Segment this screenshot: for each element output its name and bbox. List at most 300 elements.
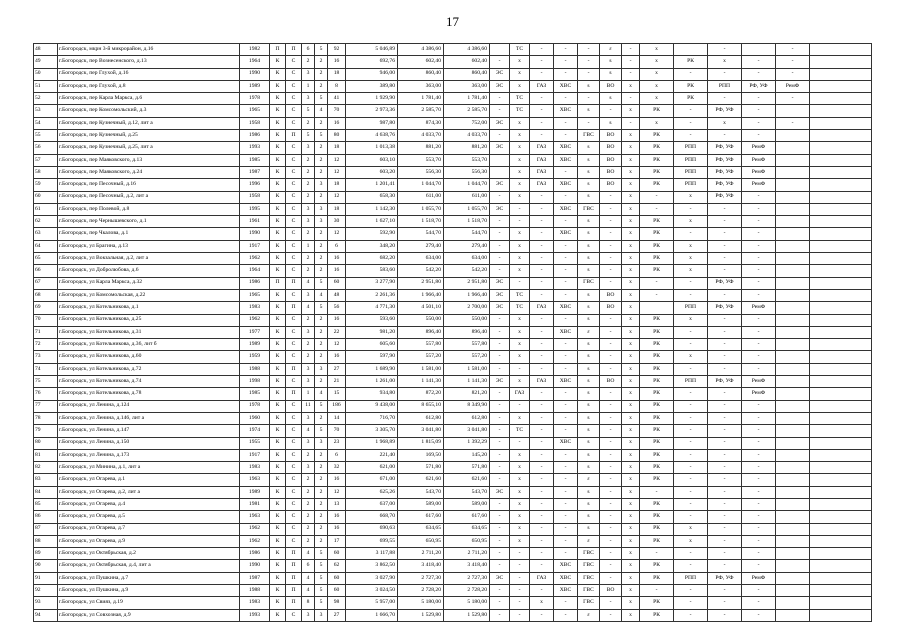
table-cell: ЭС [490,289,510,301]
table-cell [810,498,872,510]
table-cell: К [270,437,286,449]
table-cell: - [674,486,708,498]
table-cell: 603,10 [346,154,398,166]
table-cell: С [286,314,302,326]
table-row [34,93,872,105]
table-cell: 860,40 [444,68,490,80]
table-cell: С [286,535,302,547]
table-cell: 981,20 [346,326,398,338]
table-cell: - [600,412,622,424]
table-cell: ГВС [578,560,600,572]
table-cell: ХВС [554,228,578,240]
table-cell: 603,20 [346,166,398,178]
table-cell: - [708,462,742,474]
table-cell: - [600,474,622,486]
table-cell: - [622,117,640,129]
table-cell: 1962 [240,314,270,326]
table-cell: К [270,535,286,547]
table-cell [810,240,872,252]
table-cell: s [578,105,600,117]
table-cell: 682,20 [346,253,398,265]
table-cell: x [510,474,530,486]
table-cell: 3 418,40 [398,560,444,572]
table-cell: РК [640,105,674,117]
table-cell: - [742,585,776,597]
table-cell: 2 [315,253,328,265]
table-cell: 60 [328,548,346,560]
table-cell: x [510,154,530,166]
table-cell: 16 [328,314,346,326]
table-cell: s [578,400,600,412]
table-row [34,511,872,523]
table-cell: - [600,314,622,326]
table-cell: С [286,228,302,240]
table-cell: 1981 [240,498,270,510]
table-cell: x [622,166,640,178]
address-cell: г.Богородск, ул Котельникова, д.1 [58,302,240,314]
table-cell [810,585,872,597]
table-cell: 5 046,89 [346,44,398,56]
table-row [34,585,872,597]
table-row [34,560,872,572]
table-cell: 699,55 [346,535,398,547]
table-cell: С [286,486,302,498]
address-cell: г.Богородск, пер Чкалова, д.1 [58,228,240,240]
table-cell [810,449,872,461]
table-cell: ХВС [554,302,578,314]
table-cell: 542,20 [444,265,490,277]
table-cell: x [510,179,530,191]
table-cell: ТС [510,93,530,105]
address-cell: г.Богородск, ул Котельникова, д.74 [58,376,240,388]
table-cell [776,412,810,424]
table-cell: 4 386,60 [444,44,490,56]
table-cell: 637,00 [346,498,398,510]
address-cell: г.Богородск, пер Глухой, д.16 [58,68,240,80]
table-cell: x [622,425,640,437]
table-cell: - [554,351,578,363]
table-cell: - [708,228,742,240]
table-cell: - [708,474,742,486]
table-cell: - [490,585,510,597]
table-cell: 625,26 [346,486,398,498]
table-cell: С [286,68,302,80]
table-cell: К [270,376,286,388]
table-cell: ХВС [554,179,578,191]
table-cell: - [554,449,578,461]
table-cell: 2 973,36 [346,105,398,117]
table-cell: 2 [315,523,328,535]
table-cell [810,117,872,129]
table-cell [810,105,872,117]
table-row [34,597,872,609]
table-row [34,44,872,56]
table-row [34,191,872,203]
table-cell: - [530,363,554,375]
table-cell: 1 392,29 [444,437,490,449]
table-cell: x [622,216,640,228]
address-cell: г.Богородск, пер Вознесенского, д.13 [58,56,240,68]
address-cell: г.Богородск, ул Комсомольская, д.22 [58,289,240,301]
table-cell: С [286,400,302,412]
table-cell: С [286,117,302,129]
table-cell: - [776,68,810,80]
table-cell: - [510,400,530,412]
table-cell: - [530,93,554,105]
table-cell: 1 966,40 [398,289,444,301]
table-cell: 72 [34,339,58,351]
table-cell: x [640,68,674,80]
table-row [34,572,872,584]
table-cell: 16 [328,351,346,363]
table-cell: РК [640,265,674,277]
table-cell: - [530,425,554,437]
table-cell: - [600,253,622,265]
table-cell [810,560,872,572]
table-cell: - [708,449,742,461]
table-cell: - [554,93,578,105]
table-cell: 2 727,30 [444,572,490,584]
table-cell: ЭС [490,277,510,289]
table-cell: 1988 [240,363,270,375]
table-cell: x [622,535,640,547]
table-cell: - [622,68,640,80]
table-cell: РФ, УФ [708,376,742,388]
table-cell: - [600,400,622,412]
table-cell: К [270,302,286,314]
table-cell: 2 [315,351,328,363]
table-cell [776,400,810,412]
table-cell: - [530,117,554,129]
table-cell [776,474,810,486]
table-cell [776,511,810,523]
table-cell: - [674,339,708,351]
table-cell: - [600,351,622,363]
table-cell [810,425,872,437]
table-cell: 3 277,90 [346,277,398,289]
table-cell: 2 [302,314,315,326]
table-cell: 1 781,40 [398,93,444,105]
table-cell: 77 [34,400,58,412]
table-cell: x [640,80,674,92]
table-cell: 79 [34,425,58,437]
table-cell: 2 [315,117,328,129]
table-cell: 557,20 [398,351,444,363]
table-cell: - [490,253,510,265]
table-cell [776,253,810,265]
table-cell [810,412,872,424]
table-cell: s [578,302,600,314]
table-cell [810,376,872,388]
table-cell: - [708,265,742,277]
table-cell: - [530,535,554,547]
table-cell: - [742,560,776,572]
table-cell: - [578,44,600,56]
table-cell: 93 [34,597,58,609]
table-cell: 3 [315,437,328,449]
table-cell: - [530,400,554,412]
table-cell: x [510,240,530,252]
table-cell [810,314,872,326]
table-cell: - [742,289,776,301]
table-cell [776,572,810,584]
address-cell: г.Богородск, ул Огарева, д.2, лит а [58,486,240,498]
table-cell [810,265,872,277]
table-cell [776,523,810,535]
table-cell: - [600,240,622,252]
table-cell: РПП [674,376,708,388]
table-cell: 2 [315,462,328,474]
table-cell: - [600,277,622,289]
table-cell: К [270,560,286,572]
table-cell: - [490,339,510,351]
table-cell: x [622,474,640,486]
table-cell: 84 [34,486,58,498]
table-cell: - [742,277,776,289]
table-cell: 2 [302,117,315,129]
table-cell: 2 [315,449,328,461]
table-cell: 3 [302,216,315,228]
table-cell: 94 [34,609,58,621]
table-row [34,105,872,117]
table-cell: - [742,203,776,215]
table-cell: - [708,486,742,498]
table-cell: 1989 [240,486,270,498]
table-cell: - [674,228,708,240]
table-cell: - [742,498,776,510]
table-cell: К [270,117,286,129]
table-cell: - [490,609,510,621]
table-cell: - [578,93,600,105]
table-cell: К [270,412,286,424]
table-cell: - [742,462,776,474]
table-cell: - [708,44,742,56]
table-cell: 3 [302,376,315,388]
table-cell: x [622,412,640,424]
page-number: 17 [446,14,459,29]
table-cell: - [554,166,578,178]
table-cell: РК [640,179,674,191]
table-cell: ВО [600,154,622,166]
table-cell: - [708,240,742,252]
table-cell: 18 [328,68,346,80]
table-cell: П [286,548,302,560]
table-cell: 63 [34,228,58,240]
table-cell [810,388,872,400]
table-cell: - [742,130,776,142]
table-cell: - [674,560,708,572]
table-cell: 8 655,10 [398,400,444,412]
table-cell: 3 024,50 [346,585,398,597]
table-cell: 3 041,80 [444,425,490,437]
table-cell: 583,60 [346,265,398,277]
table-cell: 389,80 [346,80,398,92]
table-cell: К [270,253,286,265]
table-cell: - [490,437,510,449]
table-cell: - [490,130,510,142]
table-row [34,154,872,166]
table-cell: - [742,363,776,375]
table-cell [810,572,872,584]
table-cell: 1986 [240,548,270,560]
table-cell: ГВС [578,203,600,215]
table-cell: - [600,363,622,375]
table-cell: x [674,253,708,265]
table-cell: 6 [328,240,346,252]
table-cell: К [270,388,286,400]
table-cell: 3 041,80 [398,425,444,437]
table-cell: - [708,548,742,560]
table-cell: - [708,498,742,510]
table-cell: x [510,486,530,498]
table-cell: 1 781,40 [444,93,490,105]
table-row [34,609,872,621]
table-cell: С [286,56,302,68]
table-cell: 70 [328,105,346,117]
table-cell: 8 [328,80,346,92]
table-cell: 1990 [240,228,270,240]
table-cell: 658,30 [346,191,398,203]
table-cell: 145,20 [444,449,490,461]
table-cell: - [674,474,708,486]
table-cell: РК [640,240,674,252]
table-cell: ХВС [554,203,578,215]
address-cell: г.Богородск, ул Огарева, д.5 [58,511,240,523]
address-cell: г.Богородск, пер Песочный, д.16 [58,179,240,191]
table-cell: 8 [302,597,315,609]
table-cell: 4 [315,388,328,400]
table-cell: К [270,179,286,191]
table-cell: - [490,363,510,375]
table-cell: - [490,597,510,609]
table-cell: РемФ [742,142,776,154]
table-cell: 1987 [240,166,270,178]
table-cell: s [578,412,600,424]
table-cell: - [622,44,640,56]
table-cell: П [286,277,302,289]
table-cell: - [674,548,708,560]
table-cell: РК [640,523,674,535]
table-cell: 73 [34,351,58,363]
table-cell [810,142,872,154]
table-cell: С [286,154,302,166]
table-cell: - [708,289,742,301]
table-cell: - [530,326,554,338]
table-cell: 1977 [240,326,270,338]
table-cell [810,474,872,486]
table-cell: К [270,339,286,351]
table-cell: РФ, УФ [708,154,742,166]
table-cell: - [742,609,776,621]
table-cell: П [286,130,302,142]
table-cell: - [674,585,708,597]
table-cell: ε [578,326,600,338]
table-cell: - [742,56,776,68]
address-cell: г.Богородск, пер Комсомольский, д.3 [58,105,240,117]
table-cell: 4 [315,289,328,301]
table-cell: 71 [34,326,58,338]
table-cell: К [270,203,286,215]
table-cell: 4 [302,585,315,597]
table-cell: - [554,240,578,252]
table-cell: - [554,289,578,301]
table-cell: - [742,326,776,338]
table-cell: - [708,425,742,437]
table-cell: - [554,498,578,510]
table-cell: 881,20 [444,142,490,154]
table-cell: - [554,609,578,621]
table-cell: - [622,56,640,68]
table-cell: ЭС [490,376,510,388]
table-cell: x [674,351,708,363]
table-cell [674,44,708,56]
table-cell: - [490,265,510,277]
table-cell: x [622,400,640,412]
table-cell: x [622,597,640,609]
address-cell: г.Богородск, ул Котельникова, д.36, лит б [58,339,240,351]
table-cell: 553,70 [398,154,444,166]
table-row [34,437,872,449]
table-cell: x [622,462,640,474]
table-cell: 1989 [240,80,270,92]
table-cell: - [554,363,578,375]
table-cell: К [270,572,286,584]
table-cell: s [600,93,622,105]
table-cell: 2 [302,154,315,166]
table-cell: - [674,117,708,129]
table-cell: К [270,105,286,117]
table-cell: - [674,289,708,301]
table-cell: - [554,535,578,547]
table-cell [776,609,810,621]
table-cell: x [622,253,640,265]
table-cell: - [530,56,554,68]
table-cell: - [510,363,530,375]
table-cell: 3 [302,289,315,301]
table-row [34,277,872,289]
table-cell: К [270,142,286,154]
table-cell: С [286,80,302,92]
table-cell: 3 [302,142,315,154]
table-cell: 5 [302,105,315,117]
table-cell: - [530,253,554,265]
table-cell: s [578,289,600,301]
table-cell: - [742,253,776,265]
table-cell: - [640,486,674,498]
table-cell: РПП [674,142,708,154]
table-cell: - [530,277,554,289]
table-cell [810,56,872,68]
table-cell: x [510,498,530,510]
table-cell: 1998 [240,376,270,388]
table-cell: РФ, УФ [708,105,742,117]
table-cell: - [530,105,554,117]
table-cell: 27 [328,363,346,375]
table-cell: s [578,425,600,437]
table-cell: 5 180,00 [398,597,444,609]
table-cell: К [270,154,286,166]
address-cell: г.Богородск, ул Ленина, д.146, лит а [58,412,240,424]
table-cell [810,80,872,92]
table-cell: 2 [302,449,315,461]
table-cell: - [742,216,776,228]
table-cell: РК [640,572,674,584]
table-row [34,400,872,412]
table-cell: 1 141,30 [444,376,490,388]
table-cell: С [286,191,302,203]
table-cell: РемФ [742,166,776,178]
table-cell: 1 666,70 [346,609,398,621]
